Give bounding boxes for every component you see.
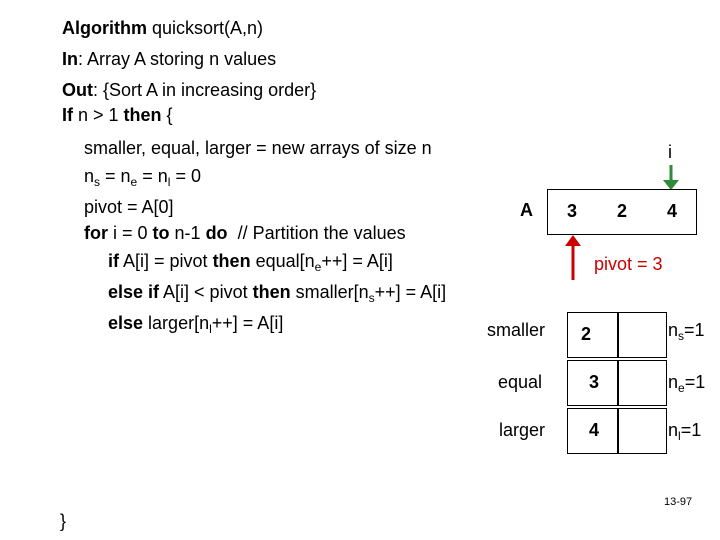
subscript: l	[678, 429, 681, 443]
count-n: n	[668, 372, 679, 392]
keyword: then	[123, 105, 162, 125]
equal-count	[668, 372, 705, 393]
index-label: i	[668, 142, 672, 162]
subscript: e	[678, 381, 685, 395]
larger-value: 4	[588, 420, 599, 440]
smaller-value: 2	[580, 324, 591, 344]
subscript: l	[167, 175, 171, 189]
code-text: n	[84, 166, 95, 186]
code-text: equal[n	[250, 251, 315, 271]
code-text: smaller[n	[290, 282, 369, 302]
count-value: =1	[684, 372, 706, 392]
keyword: Algorithm	[62, 18, 147, 38]
array-cell: 4	[666, 201, 677, 221]
keyword: In	[62, 49, 78, 69]
equal-label: equal	[498, 372, 543, 392]
code-text: n > 1	[73, 105, 124, 125]
code-text: quicksort(A,n)	[147, 18, 264, 38]
code-text: }	[60, 511, 67, 531]
subscript: s	[368, 291, 375, 305]
count-value: =1	[680, 420, 702, 440]
keyword: then	[252, 282, 291, 302]
smaller-label: smaller	[487, 320, 546, 340]
count-n: n	[668, 420, 679, 440]
slide-number: 13-97	[664, 496, 693, 508]
divider	[617, 408, 619, 454]
array-cell: 2	[616, 201, 627, 221]
subscript: s	[94, 175, 101, 189]
larger-label: larger	[499, 420, 546, 440]
code-comment: // Partition the values	[227, 223, 406, 243]
keyword: then	[212, 251, 251, 271]
code-text: i = 0	[108, 223, 153, 243]
keyword: Out	[62, 80, 93, 100]
keyword: for	[84, 223, 108, 243]
code-text: = 0	[170, 166, 201, 186]
subscript: e	[314, 260, 322, 274]
array-cell: 3	[566, 201, 577, 221]
up-arrow-head-icon	[565, 235, 581, 246]
equal-value: 3	[588, 372, 599, 392]
code-text: : Array A storing n values	[78, 49, 277, 69]
code-text: ++] = A[i]	[321, 251, 393, 271]
subscript: l	[209, 322, 212, 336]
keyword: to	[152, 223, 170, 243]
code-text: pivot = A[0]	[84, 197, 174, 217]
subscript: s	[678, 329, 685, 343]
code-text: : {Sort A in increasing order}	[93, 80, 317, 100]
code-text: A[i] < pivot	[159, 282, 253, 302]
pivot-label: pivot = 3	[594, 254, 663, 274]
code-text: n-1	[169, 223, 206, 243]
count-n: n	[668, 320, 679, 340]
code-text: = n	[137, 166, 168, 186]
code-text: larger[n	[143, 313, 210, 333]
code-text: A[i] = pivot	[119, 251, 213, 271]
code-text: smaller, equal, larger = new arrays of size n	[84, 138, 432, 158]
divider	[617, 312, 619, 358]
keyword: If	[62, 105, 73, 125]
keyword: do	[205, 223, 228, 243]
keyword: else if	[108, 282, 160, 302]
code-text: ++] = A[i]	[211, 313, 284, 333]
divider	[617, 360, 619, 406]
count-value: =1	[684, 320, 705, 340]
keyword: else	[108, 313, 144, 333]
code-text: {	[161, 105, 173, 125]
larger-count	[668, 420, 701, 441]
subscript: e	[130, 175, 138, 189]
code-text: ++] = A[i]	[374, 282, 447, 302]
code-text: = n	[100, 166, 131, 186]
keyword: if	[108, 251, 119, 271]
smaller-count	[668, 320, 705, 341]
array-label: A	[520, 200, 533, 220]
